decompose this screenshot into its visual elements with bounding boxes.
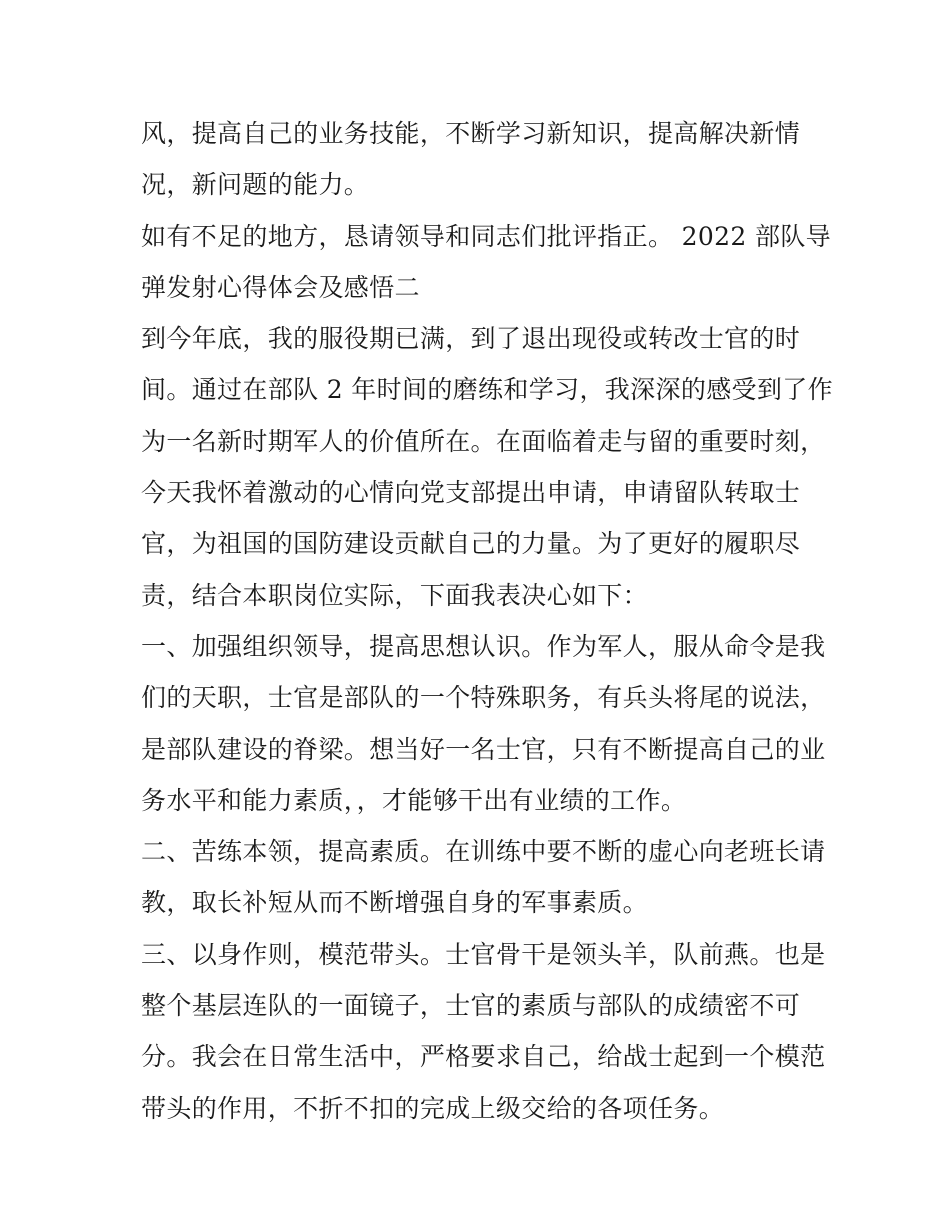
text-line: 间。通过在部队 2 年时间的磨练和学习，我深深的感受到了作 (141, 375, 833, 405)
text-line: 到今年底，我的服役期已满，到了退出现役或转改士官的时 (141, 324, 801, 354)
document-body (141, 108, 833, 1134)
text-line: 况，新问题的能力。 (141, 170, 370, 200)
text-line: 如有不足的地方，恳请领导和同志们批评指正。 2022 部队导 (141, 221, 832, 251)
text-line: 责，结合本职岗位实际，下面我表决心如下： (141, 580, 649, 610)
text-line: 今天我怀着激动的心情向党支部提出申请，申请留队转取士 (141, 478, 801, 508)
text-line: 整个基层连队的一面镜子，士官的素质与部队的成绩密不可 (141, 991, 801, 1021)
text-line: 一、加强组织领导，提高思想认识。作为军人，服从命令是我 (141, 631, 826, 661)
text-line: 二、苦练本领，提高素质。在训练中要不断的虚心向老班长请 (141, 837, 826, 867)
text-line: 弹发射心得体会及感悟二 (141, 272, 420, 302)
text-line: 风，提高自己的业务技能，不断学习新知识，提高解决新情 (141, 119, 801, 148)
text-line: 是部队建设的脊梁。想当好一名士官，只有不断提高自己的业 (141, 734, 826, 764)
text-line: 带头的作用，不折不扣的完成上级交给的各项任务。 (141, 1093, 725, 1123)
text-line: 官，为祖国的国防建设贡献自己的力量。为了更好的履职尽 (141, 529, 801, 559)
text-line: 务水平和能力素质，，才能够干出有业绩的工作。 (141, 785, 687, 815)
text-line: 分。我会在日常生活中，严格要求自己，给战士起到一个模范 (141, 1042, 826, 1072)
text-line: 教，取长补短从而不断增强自身的军事素质。 (141, 888, 649, 918)
text-line: 三、以身作则，模范带头。士官骨干是领头羊，队前燕。也是 (141, 939, 826, 969)
text-line: 为一名新时期军人的价值所在。在面临着走与留的重要时刻， (141, 426, 826, 456)
text-line: 们的天职，士官是部队的一个特殊职务，有兵头将尾的说法， (141, 683, 826, 713)
